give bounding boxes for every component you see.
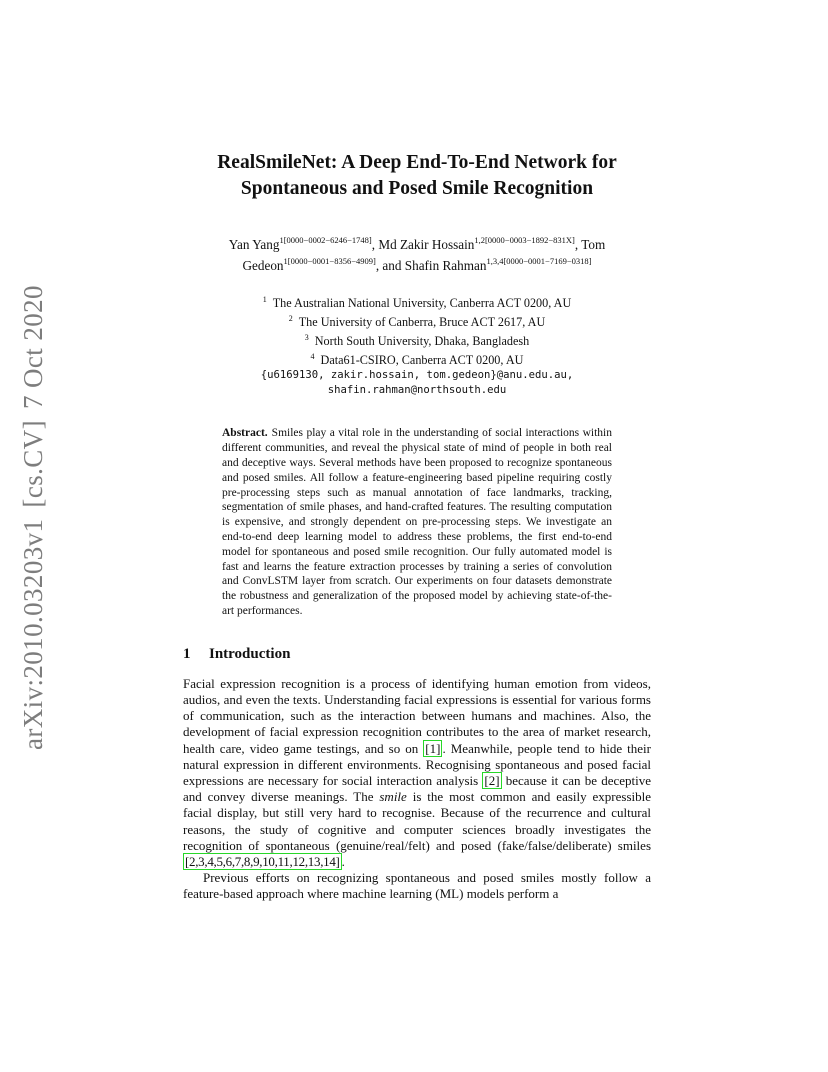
author-orcid: 1,2[0000−0003−1892−831X]: [474, 235, 575, 246]
abstract-label: Abstract.: [222, 427, 268, 440]
section-number: 1: [183, 645, 191, 662]
arxiv-stamp: [18, 280, 49, 750]
text-run: . Meanwhile, people tend to hide their natural expression in different environments. Recognising spontaneous and posed facial expressions are necessary for social interaction analysis: [183, 740, 651, 789]
text-run: because it can be deceptive and convey diverse meanings. The: [183, 773, 651, 805]
text-run: is the most common and easily expressible facial display, but still very hard to recognise. Because of the recurrence and cultural reasons, the study of cognitive and computer sciences broadly investigates the recognition of spontaneous (genuine/real/felt) and posed (fake/false/deliberate) smiles: [183, 789, 651, 853]
author-orcid: 1[0000−0002−6246−1748]: [279, 235, 372, 246]
author-name: , and Shafin Rahman: [375, 258, 487, 274]
author-orcid: 1[0000−0001−8356−4909]: [283, 256, 376, 267]
affiliation-number: 2: [288, 314, 293, 324]
emphasis: smile: [379, 789, 407, 805]
email-line-2: shafin.rahman@northsouth.edu: [327, 384, 507, 397]
author-name: , Tom Gedeon: [242, 237, 606, 274]
section-title: Introduction: [209, 645, 291, 662]
introduction-body: [183, 676, 651, 903]
paragraph: [183, 676, 651, 870]
affiliation-text: North South University, Dhaka, Bangladesh: [314, 334, 530, 349]
arxiv-category: [cs.CV]: [18, 420, 48, 508]
affiliations: [183, 292, 651, 398]
email-line-1: {u6169130, zakir.hossain, tom.gedeon}@anu.edu.au,: [260, 369, 574, 382]
affiliation-line: [183, 311, 651, 330]
affiliation-text: The University of Canberra, Bruce ACT 2617, AU: [298, 315, 546, 330]
arxiv-date: 7 Oct 2020: [18, 285, 48, 410]
affiliation-line: [183, 349, 651, 368]
citation-group-link[interactable]: [2,3,4,5,6,7,8,9,10,11,12,13,14]: [185, 854, 340, 870]
author-name: Yan Yang: [228, 237, 280, 253]
citation-link[interactable]: [2]: [484, 773, 500, 789]
paragraph: Previous efforts on recognizing spontaneous and posed smiles mostly follow a feature-based approach where machine learning (ML) models perform a: [183, 870, 651, 902]
abstract-text: Smiles play a vital role in the understanding of social interactions within different communities, and reveal the physical state of mind of people in both real and deceptive ways. Several methods have been proposed to recognize spontaneous and posed smiles. All follow a feature-engineering based pipeline requiring costly pre-processing steps such as manual annotation of face landmarks, tracking, segmentation of smile phases, and hand-crafted features. The resulting computation is expensive, and strongly dependent on pre-processing steps. We investigate an end-to-end deep learning model to address these problems, the first end-to-end model for spontaneous and posed smile recognition. Our fully automated model is fast and learns the feature extraction processes by training a series of convolution and ConvLSTM layer from scratch. Our experiments on four datasets demonstrate the robustness and generalization of the proposed model by achieving state-of-the-art performances.: [222, 427, 612, 618]
author-name: , Md Zakir Hossain: [371, 237, 475, 253]
abstract: [222, 426, 612, 618]
section-heading: [183, 646, 651, 663]
author-list: [183, 232, 651, 274]
citation-link[interactable]: [1]: [425, 740, 441, 756]
title-line-1: RealSmileNet: A Deep End-To-End Network for: [217, 152, 617, 173]
affiliation-number: 3: [304, 333, 309, 343]
arxiv-id: arXiv:2010.03203v1: [18, 518, 48, 750]
affiliation-text: The Australian National University, Canberra ACT 0200, AU: [272, 296, 572, 311]
paper-title: [183, 150, 651, 201]
affiliation-line: [183, 330, 651, 349]
affiliation-number: 4: [310, 352, 315, 362]
affiliation-text: Data61-CSIRO, Canberra ACT 0200, AU: [320, 353, 524, 368]
paper-content: [183, 150, 651, 903]
affiliation-line: [183, 292, 651, 311]
text-run: .: [341, 854, 345, 870]
author-orcid: 1,3,4[0000−0001−7169−0318]: [486, 256, 592, 267]
affiliation-number: 1: [262, 295, 267, 305]
text-run: Facial expression recognition is a process of identifying human emotion from videos, audios, and even the texts. Understanding facial expressions is essential for various forms of communication, such as the interaction between humans and machines. Also, the development of facial expression recognition contributes to the area of market research, health care, video game testings, and so on: [183, 675, 651, 756]
title-line-2: Spontaneous and Posed Smile Recognition: [240, 177, 594, 199]
